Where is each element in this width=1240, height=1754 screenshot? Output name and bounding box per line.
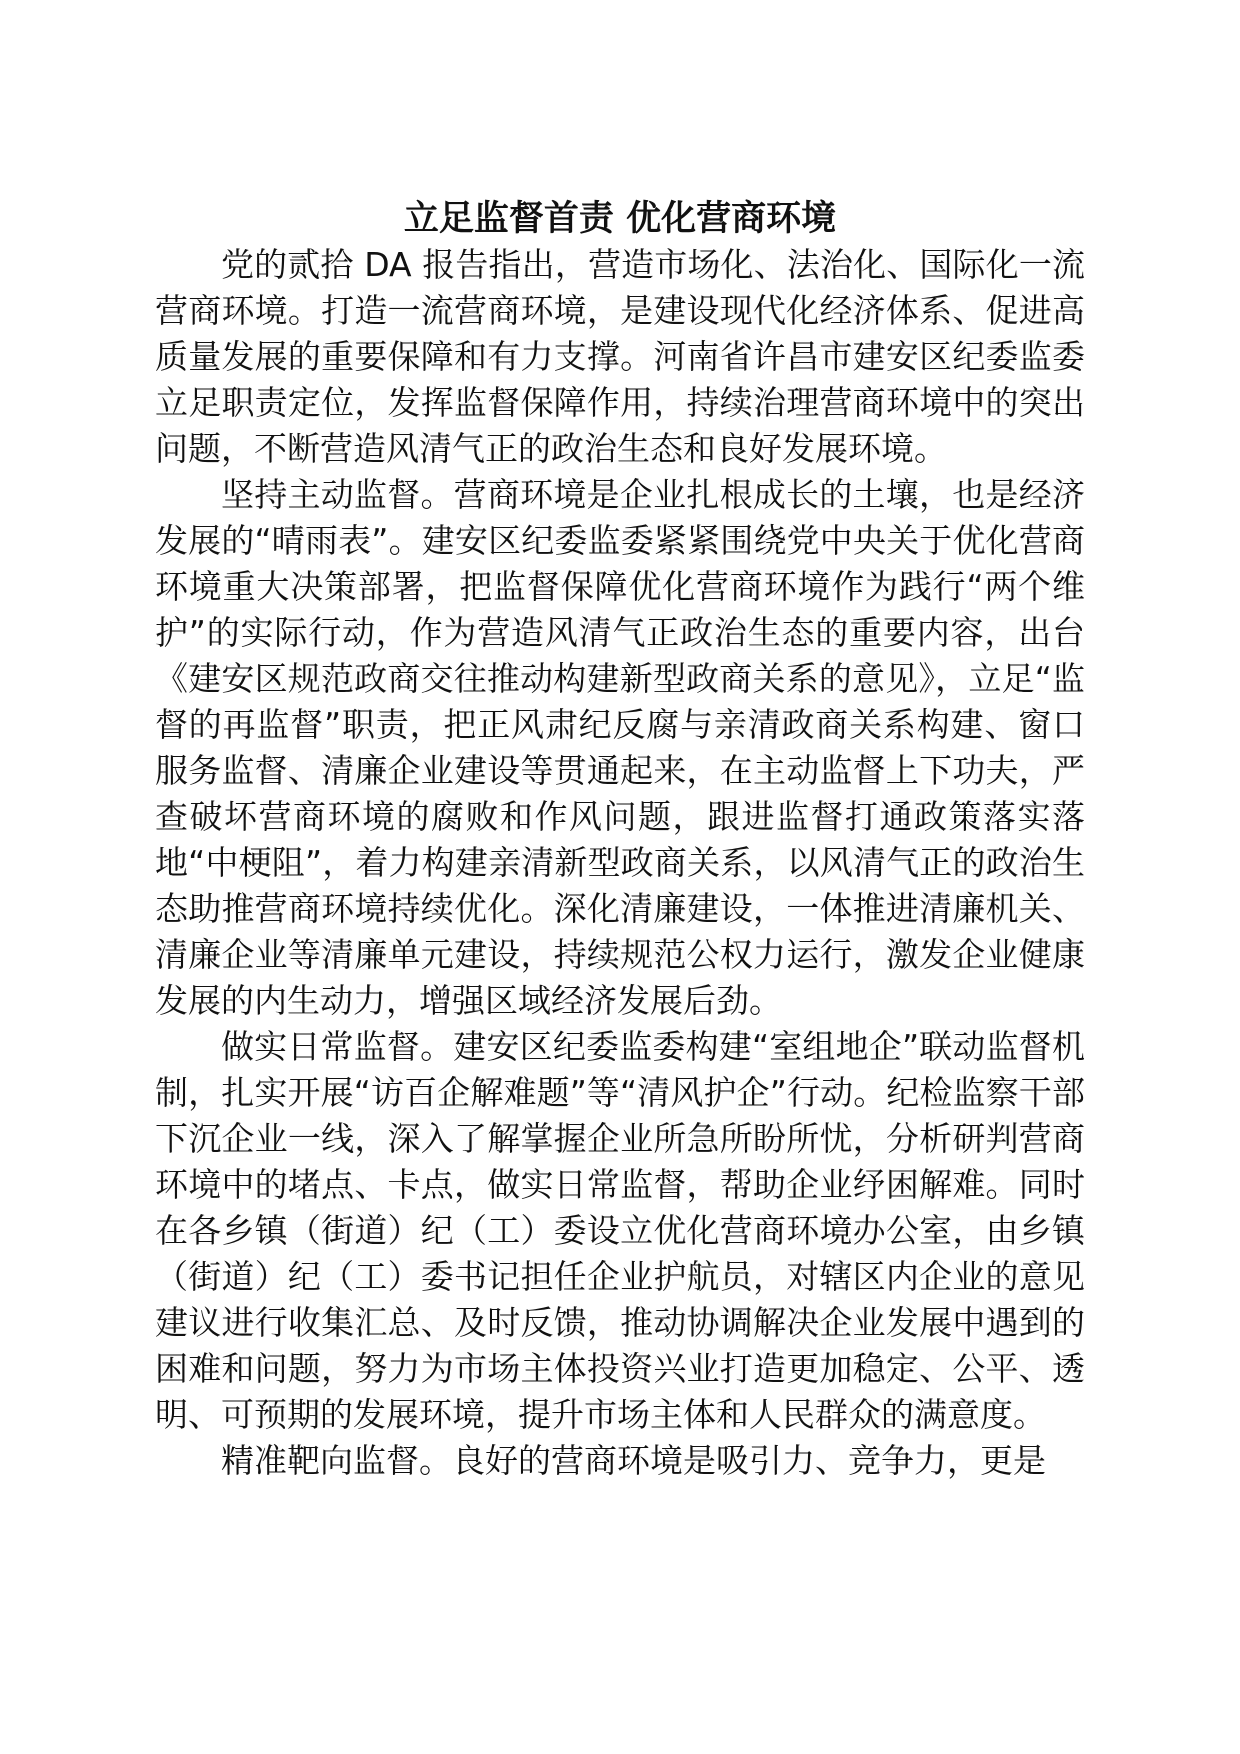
document-body (155, 196, 1085, 1484)
document-title: 立足监督首责 优化营商环境 (403, 199, 837, 239)
paragraph-targeted-supervision: 精准靶向监督。良好的营商环境是吸引力、竞争力，更是 (221, 1441, 1046, 1480)
paragraph-intro: 党的贰拾 DA 报告指出，营造市场化、法治化、国际化一流营商环境。打造一流营商环境，是建设现代化经济体系、促进高质量发展的重要保障和有力支撑。河南省许昌市建安区纪委监委立足职责定位，发挥监督保障作用，持续治理营商环境中的突出问题，不断营造风清气正的政治生态和良好发展环境。 (155, 245, 1085, 468)
paragraph-active-supervision: 坚持主动监督。营商环境是企业扎根成长的土壤，也是经济发展的“晴雨表”。建安区纪委监委紧紧围绕党中央关于优化营商环境重大决策部署，把监督保障优化营商环境作为践行“两个维护”的实际行动，作为营造风清气正政治生态的重要内容，出台《建安区规范政商交往推动构建新型政商关系的意见》，立足“监督的再监督”职责，把正风肃纪反腐与亲清政商关系构建、窗口服务监督、清廉企业建设等贯通起来，在主动监督上下功夫，严查破坏营商环境的腐败和作风问题，跟进监督打通政策落实落地“中梗阻”，着力构建亲清新型政商关系，以风清气正的政治生态助推营商环境持续优化。深化清廉建设，一体推进清廉机关、清廉企业等清廉单元建设，持续规范公权力运行，激发企业健康发展的内生动力，增强区域经济发展后劲。 (155, 475, 1085, 1020)
paragraph-daily-supervision: 做实日常监督。建安区纪委监委构建“室组地企”联动监督机制，扎实开展“访百企解难题”等“清风护企”行动。纪检监察干部下沉企业一线，深入了解掌握企业所急所盼所忧，分析研判营商环境中的堵点、卡点，做实日常监督，帮助企业纾困解难。同时在各乡镇（街道）纪（工）委设立优化营商环境办公室，由乡镇（街道）纪（工）委书记担任企业护航员，对辖区内企业的意见建议进行收集汇总、及时反馈，推动协调解决企业发展中遇到的困难和问题，努力为市场主体投资兴业打造更加稳定、公平、透明、可预期的发展环境，提升市场主体和人民群众的满意度。 (155, 1027, 1085, 1434)
